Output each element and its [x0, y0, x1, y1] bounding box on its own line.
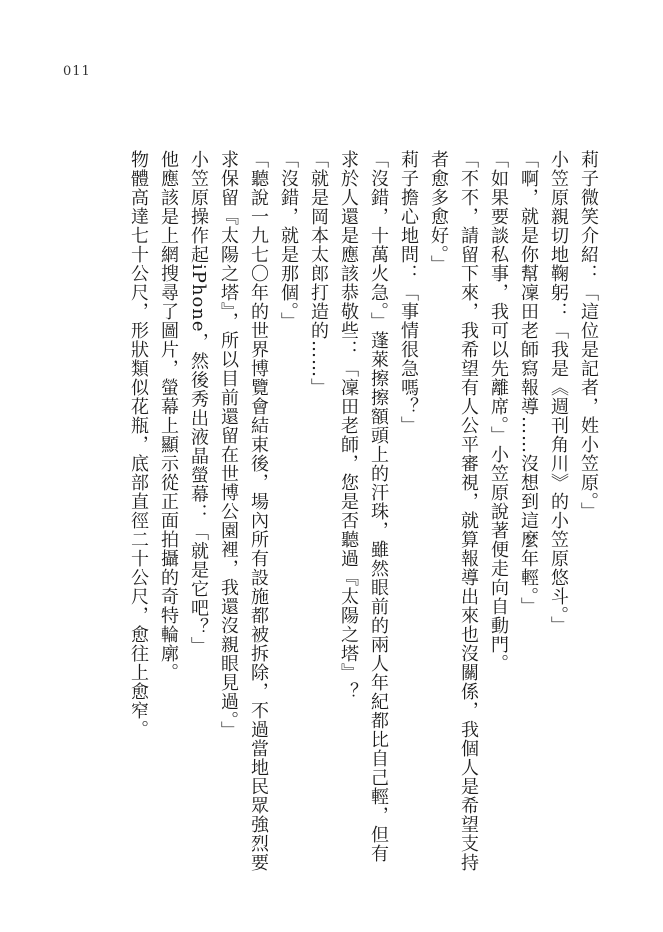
text-line: 「就是岡本太郎打造的……」 [308, 150, 329, 397]
text-line: 「沒錯，就是那個。」 [278, 150, 299, 331]
text-line: 小笠原親切地鞠躬：「我是《週刊角川》的小笠原悠斗。」 [548, 150, 569, 635]
text-line: 莉子擔心地問：「事情很急嗎？」 [398, 150, 419, 435]
body-text [123, 150, 603, 880]
text-line: 者愈多愈好。」 [428, 150, 449, 274]
text-line: 求保留『太陽之塔』，所以目前還留在世博公園裡，我還沒親眼見過。」 [218, 150, 239, 740]
text-line: 物體高達七十公尺，形狀類似花瓶，底部直徑二十公尺，愈往上愈窄。 [128, 150, 149, 739]
text-line: 「沒錯，十萬火急。」蓬萊擦擦額頭上的汗珠，雖然眼前的兩人年紀都比自己輕，但有 [368, 150, 389, 863]
text-line: 求於人還是應該恭敬些：「凜田老師，您是否聽過『太陽之塔』？ [338, 150, 359, 701]
text-line: 小笠原操作起iPhone，然後秀出液晶螢幕：「就是它吧？」 [188, 150, 209, 656]
text-line: 「不不，請留下來，我希望有人公平審視，就算報導出來也沒關係，我個人是希望支持 [458, 150, 479, 872]
text-line: 莉子微笑介紹：「這位是記者，姓小笠原。」 [578, 150, 599, 521]
page-number: 011 [63, 64, 91, 79]
text-line: 「啊，就是你幫凜田老師寫報導……沒想到這麼年輕。」 [518, 150, 539, 616]
text-line: 「聽說一九七〇年的世界博覽會結束後，場內所有設施都被拆除，不過當地民眾強烈要 [248, 150, 269, 872]
text-line: 「如果要談私事，我可以先離席。」小笠原說著便走向自動門。 [488, 150, 509, 673]
text-line: 他應該是上網搜尋了圖片，螢幕上顯示從正面拍攝的奇特輪廓。 [158, 150, 179, 682]
